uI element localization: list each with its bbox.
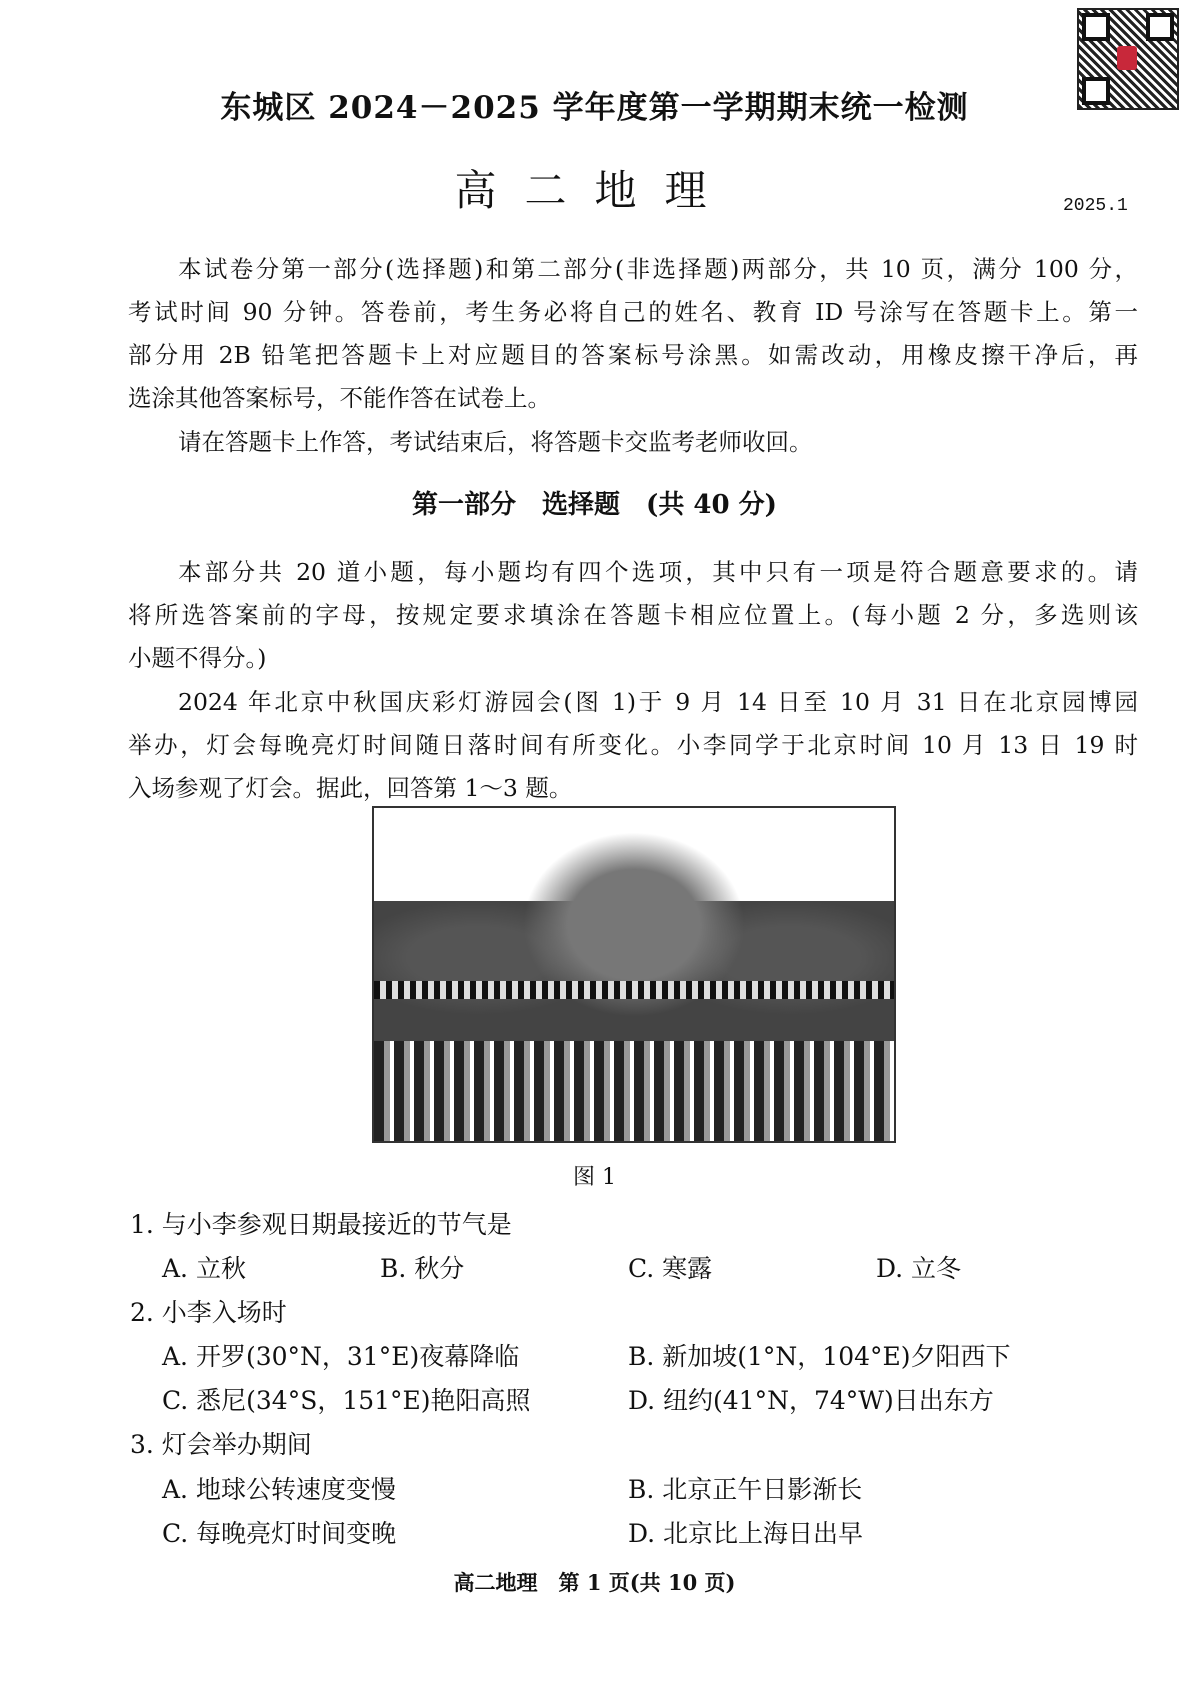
question-stem: 1. 与小李参观日期最接近的节气是 (130, 1210, 512, 1239)
option-b: B. 新加坡(1°N，104°E)夕阳西下 (628, 1342, 1011, 1371)
figure-caption: 图 1 (573, 1165, 616, 1190)
option-b: B. 北京正午日影渐长 (628, 1475, 863, 1504)
option-c: C. 每晚亮灯时间变晚 (162, 1519, 397, 1548)
qr-finder (1146, 13, 1174, 41)
question-stem: 3. 灯会举办期间 (130, 1430, 312, 1459)
option-a: A. 立秋 (162, 1254, 246, 1283)
passage-line: 2024 年北京中秋国庆彩灯游园会(图 1)于 9 月 14 日至 10 月 31 日在北京园博园 (178, 688, 1138, 716)
exam-date: 2025.1 (1063, 196, 1128, 216)
option-d: D. 立冬 (876, 1254, 962, 1283)
option-b: B. 秋分 (380, 1254, 465, 1283)
qr-logo-icon (1117, 46, 1137, 70)
question-stem: 2. 小李入场时 (130, 1298, 287, 1327)
section-instruction-line: 本部分共 20 道小题，每小题均有四个选项，其中只有一项是符合题意要求的。请 (178, 558, 1138, 586)
instruction-line: 请在答题卡上作答，考试结束后，将答题卡交监考老师收回。 (178, 428, 813, 456)
subject-title: 高二地理 (454, 166, 735, 215)
option-a: A. 开罗(30°N，31°E)夜幕降临 (162, 1342, 520, 1371)
qr-finder (1082, 13, 1110, 41)
option-d: D. 北京比上海日出早 (628, 1519, 864, 1548)
instruction-line: 考试时间 90 分钟。答卷前，考生务必将自己的姓名、教育 ID 号涂写在答题卡上。第一 (128, 298, 1138, 326)
section-instruction-line: 小题不得分。) (128, 644, 267, 672)
lantern-festival-photo (372, 806, 896, 1143)
photo-detail (374, 1041, 894, 1141)
option-a: A. 地球公转速度变慢 (162, 1475, 396, 1504)
section-instruction-line: 将所选答案前的字母，按规定要求填涂在答题卡相应位置上。(每小题 2 分，多选则该 (128, 601, 1138, 629)
passage-line: 举办，灯会每晚亮灯时间随日落时间有所变化。小李同学于北京时间 10 月 13 日 19 时 (128, 731, 1138, 759)
photo-detail (374, 981, 894, 999)
section-heading: 第一部分 选择题 (共 40 分) (412, 490, 777, 520)
exam-title: 东城区 2024－2025 学年度第一学期期末统一检测 (220, 90, 969, 126)
passage-line: 入场参观了灯会。据此，回答第 1～3 题。 (128, 774, 573, 802)
option-d: D. 纽约(41°N，74°W)日出东方 (628, 1386, 994, 1415)
instruction-line: 本试卷分第一部分(选择题)和第二部分(非选择题)两部分，共 10 页，满分 100 分， (178, 255, 1138, 283)
option-c: C. 悉尼(34°S，151°E)艳阳高照 (162, 1386, 531, 1415)
instruction-line: 选涂其他答案标号，不能作答在试卷上。 (128, 384, 551, 412)
option-c: C. 寒露 (628, 1254, 713, 1283)
instruction-line: 部分用 2B 铅笔把答题卡上对应题目的答案标号涂黑。如需改动，用橡皮擦干净后，再 (128, 341, 1138, 369)
page-footer: 高二地理 第 1 页(共 10 页) (453, 1570, 736, 1595)
